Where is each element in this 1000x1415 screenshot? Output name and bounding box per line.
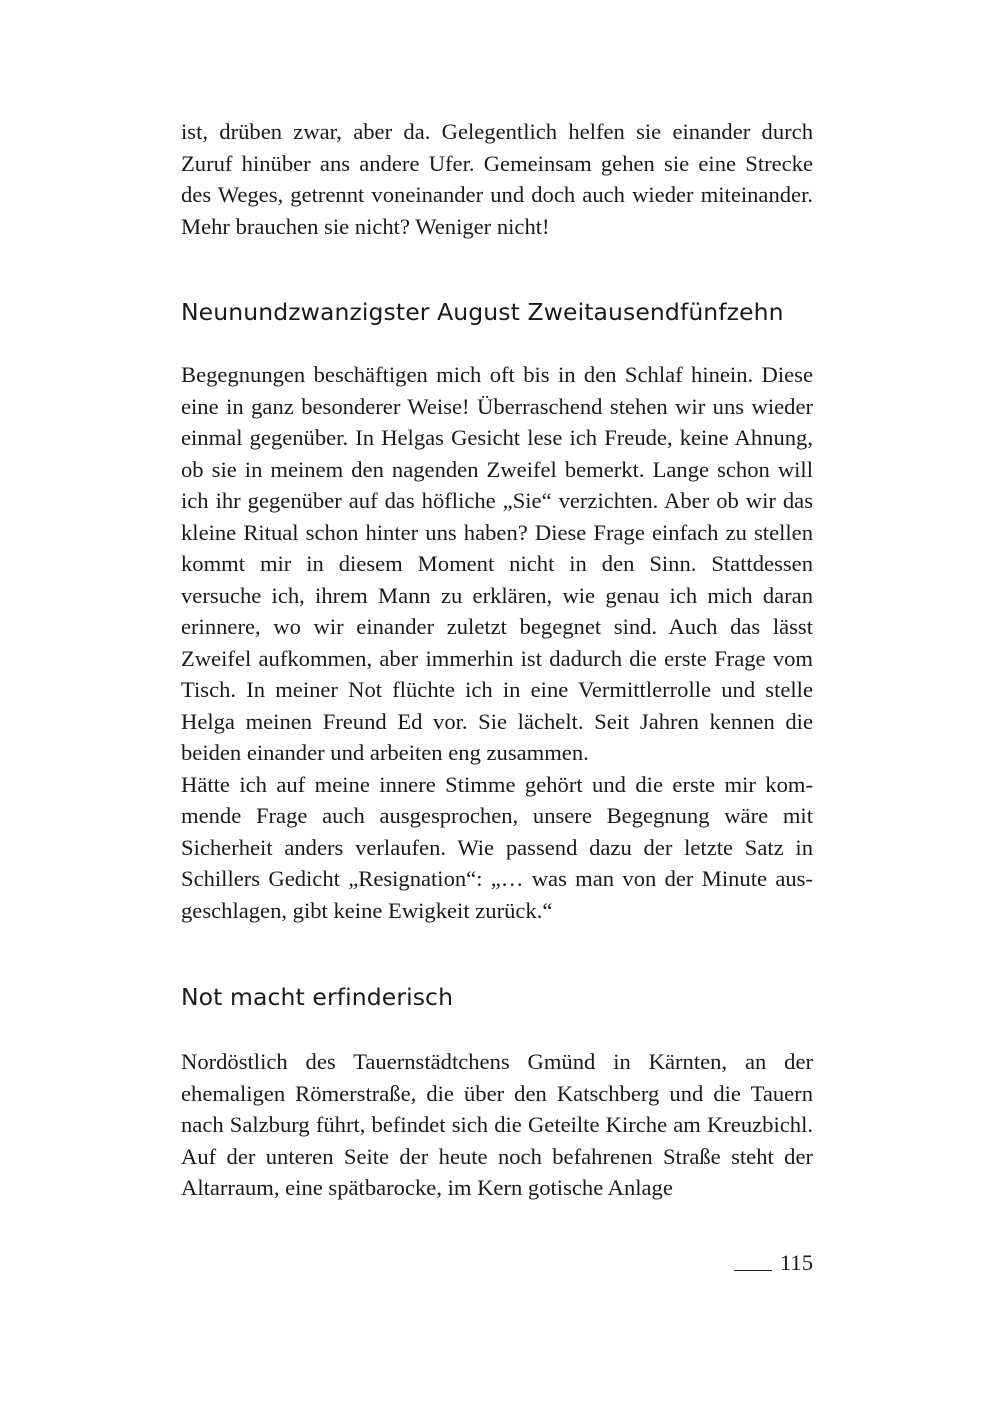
paragraph-4: Nordöstlich des Tauernstädtchens Gmünd in Kärnten, an der ehemaligen Römerstraße, die über den Katschberg und die Tauern nach Salzburg führt, befindet sich die Geteilte Kirche am Kreuzbichl. Auf der unteren Seite der heute noch befahrenen Straße steht der Altarraum, eine spätbarocke, im Kern gotische Anlage xyxy=(181,1049,813,1200)
paragraph-1: ist, drüben zwar, aber da. Gelegentlich helfen sie einander durch Zuruf hinüber ans andere Ufer. Gemeinsam gehen sie eine Strecke des Weges, getrennt voneinander und doch auch wieder miteinander. Mehr brauchen sie nicht? Weniger nicht! xyxy=(181,119,813,239)
section-heading-1: Neunundzwanzigster August Zweitausendfünfzehn xyxy=(181,298,784,326)
page-body xyxy=(181,116,813,1204)
section-heading-2: Not macht erfinderisch xyxy=(181,983,454,1011)
paragraph-3: Hätte ich auf meine innere Stimme gehört und die erste mir kommende Frage auch ausgesprochen, unsere Begegnung wäre mit Sicherheit anders verlaufen. Wie passend dazu der letzte Satz in Schillers Gedicht „Resignation“: „… was man von der Minute ausgeschlagen, gibt keine Ewigkeit zurück.“ xyxy=(181,771,813,923)
page-footer xyxy=(732,1248,813,1278)
paragraph-2: Begegnungen beschäftigen mich oft bis in den Schlaf hinein. Diese eine in ganz besonderer Weise! Überraschend stehen wir uns wieder einmal gegenüber. In Helgas Gesicht lese ich Freude, keine Ahnung, ob sie in meinem den nagenden Zweifel bemerkt. Lange schon will ich ihr gegenüber auf das höfliche „Sie“ verzichten. Aber ob wir das kleine Ritual schon hinter uns haben? Diese Frage einfach zu stellen kommt mir in diesem Moment nicht in den Sinn. Stattdessen versuche ich, ihrem Mann zu erklären, wie genau ich mich daran erinnere, wo wir einander zuletzt begegnet sind. Auch das lässt Zweifel aufkommen, aber immerhin ist dadurch die erste Frage vom Tisch. In meiner Not flüchte ich in eine Vermittlerrolle und stelle Helga meinen Freund Ed vor. Sie lächelt. Seit Jahren kennen die beiden einander und arbeiten eng zusammen. xyxy=(181,362,813,765)
footer-rule xyxy=(734,1270,772,1271)
page-number: 115 xyxy=(779,1250,813,1275)
